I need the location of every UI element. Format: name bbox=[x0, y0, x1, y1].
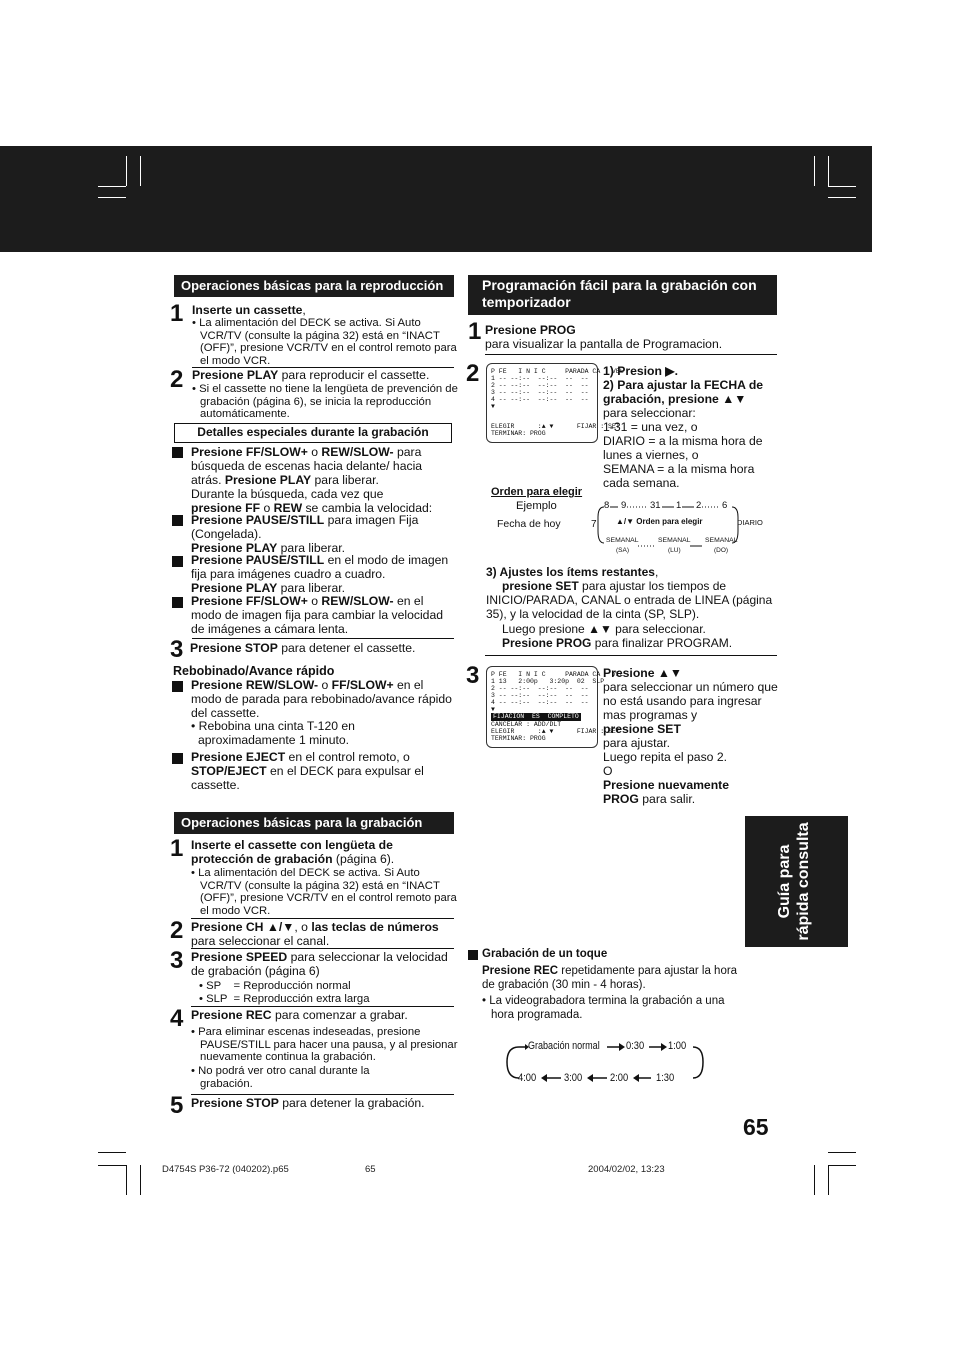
step-number: 2 bbox=[466, 360, 480, 387]
screen-header: P FE I N I C PARADA CA VEL bbox=[491, 671, 624, 678]
bullet-square bbox=[172, 515, 183, 526]
seq-2: 2 bbox=[696, 500, 702, 511]
step-number: 1 bbox=[468, 318, 482, 345]
bullet-square bbox=[172, 753, 183, 764]
crop-mark bbox=[126, 1165, 127, 1195]
seq-9: 9 bbox=[621, 500, 627, 511]
step-text: Inserte un cassette, bbox=[192, 303, 306, 317]
screen-header: P FE I N I C PARADA CA VEL bbox=[491, 368, 624, 375]
step-text: Presione PLAY para reproducir el cassette. bbox=[192, 368, 430, 382]
order-example: Ejemplo bbox=[516, 500, 557, 512]
one-touch-text: Presione REC repetidamente para ajustar la hora de grabación (30 min - 4 horas). bbox=[482, 965, 738, 991]
crop-mark bbox=[140, 1165, 141, 1195]
speed-slp: • SLP = Reproducción extra larga bbox=[199, 993, 370, 1005]
crop-mark bbox=[98, 1152, 126, 1153]
down-arrow-icon: ▼ bbox=[491, 403, 495, 410]
step-text: Luego presione ▲▼ para seleccionar. Presione PROG para finalizar PROGRAM. bbox=[502, 622, 733, 650]
crop-mark bbox=[814, 1165, 815, 1195]
bullet-square bbox=[172, 556, 183, 567]
item-text: Presione PAUSE/STILL en el modo de imagen fija para imágenes cuadro a cuadro. Presione PLAY para liberar. bbox=[191, 553, 449, 595]
step-text: Presione CH ▲/▼, o las teclas de números para seleccionar el canal. bbox=[191, 920, 439, 948]
footer-page: 65 bbox=[365, 1164, 376, 1175]
footer-datetime: 2004/02/02, 13:23 bbox=[588, 1164, 665, 1175]
screen-row: 1 13 2:00p 3:20p 02 SLP bbox=[491, 678, 605, 685]
crop-mark bbox=[98, 186, 126, 187]
rewind-title: Rebobinado/Avance rápido bbox=[173, 664, 335, 678]
screen-footer: TERMINAR: PROG bbox=[491, 735, 546, 742]
step-bullet: • La alimentación del DECK se activa. Si Auto VCR/TV (consulte la página 32) está en “INACT (OFF)”, presione VCR/TV en el control remoto para el modo VCR. bbox=[191, 867, 457, 918]
section-header-playback: Operaciones básicas para la reproducción bbox=[174, 275, 454, 297]
step-text: Presione STOP para detener la grabación. bbox=[191, 1096, 425, 1110]
side-tab-text: Guía para rápida consulta bbox=[776, 822, 812, 941]
order-semanal: SEMANAL bbox=[705, 537, 738, 544]
screen-row: 1 -- --:-- --:-- -- -- bbox=[491, 375, 589, 382]
screen-footer: ELEGIR :▲ ▼ FIJAR : SET bbox=[491, 423, 620, 430]
step-bullet: • La alimentación del DECK se activa. Si Auto VCR/TV (consulte la página 32) está en “INACT (OFF)”, presione VCR/TV en el control remoto para el modo VCR. bbox=[192, 317, 457, 368]
cycle-400: 4:00 bbox=[518, 1072, 537, 1084]
item-text: Presione FF/SLOW+ o REW/SLOW- para búsqueda de escenas hacia delante/ hacia atrás. Presione PLAY para liberar. Durante la búsqueda, cada vez que presione FF o REW se cambia la velocidad: bbox=[191, 445, 433, 515]
divider bbox=[191, 918, 454, 919]
crop-mark bbox=[814, 156, 815, 186]
order-semanal: SEMANAL bbox=[606, 537, 639, 544]
cycle-300: 3:00 bbox=[564, 1072, 583, 1084]
step-text: Inserte el cassette con lengüeta de protección de grabación (página 6). bbox=[191, 838, 395, 866]
crop-mark bbox=[140, 156, 141, 186]
bullet-square bbox=[468, 950, 478, 960]
step-number: 3 bbox=[466, 662, 480, 689]
one-touch-bullet: • La videograbadora termina la grabación a una hora programada. bbox=[482, 995, 725, 1021]
item-text: Presione EJECT en el control remoto, o STOP/EJECT en el DECK para expulsar el cassette. bbox=[191, 750, 424, 792]
step-text: Presione STOP para detener el cassette. bbox=[190, 641, 416, 655]
divider bbox=[191, 948, 454, 949]
step-number: 2 bbox=[170, 917, 184, 944]
step-number: 2 bbox=[170, 366, 184, 393]
program-screen-complete bbox=[486, 666, 624, 748]
down-arrow-icon: ▼ bbox=[491, 706, 495, 713]
crop-mark bbox=[98, 1165, 126, 1166]
step-text: 1) Presion ▶. 2) Para ajustar la FECHA de grabación, presione ▲▼ para seleccionar: 1-31 = una vez, o DIARIO = a la misma hora de lunes a viernes, o SEMANA = a la misma hora cada semana. bbox=[603, 364, 764, 490]
seq-31: 31 bbox=[650, 500, 661, 511]
step-bullet: • Si el cassette no tiene la lengüeta de prevención de grabación (página 6), se inicia la reproducción automáticamente. bbox=[192, 383, 458, 421]
order-day: (LU) bbox=[668, 547, 681, 554]
screen-footer: TERMINAR: PROG bbox=[491, 430, 546, 437]
order-title: Orden para elegir bbox=[491, 486, 583, 498]
one-touch-title: Grabación de un toque bbox=[482, 948, 608, 960]
crop-mark bbox=[828, 156, 829, 186]
step-text: Presione REC para comenzar a grabar. bbox=[191, 1008, 408, 1022]
section-header-recording: Operaciones básicas para la grabación bbox=[174, 812, 454, 834]
item-text: Presione PAUSE/STILL para imagen Fija (Congelada). Presione PLAY para liberar. bbox=[191, 513, 419, 555]
step-text: Presione PROG para visualizar la pantalla de Programacion. bbox=[485, 323, 723, 351]
cycle-normal: Grabación normal bbox=[528, 1040, 600, 1052]
divider bbox=[191, 1006, 454, 1007]
page-number: 65 bbox=[743, 1114, 769, 1140]
section-header-timer: Programación fácil para la grabación con temporizador bbox=[468, 275, 777, 315]
crop-mark bbox=[828, 1165, 829, 1195]
step-number: 3 bbox=[170, 947, 184, 974]
crop-mark bbox=[828, 1152, 856, 1153]
footer-file: D4754S P36-72 (040202).p65 bbox=[162, 1164, 289, 1175]
order-key: ▲/▼ Orden para elegir bbox=[616, 517, 703, 526]
screen-row: 3 -- --:-- --:-- -- -- bbox=[491, 389, 589, 396]
seq-8: 8 bbox=[604, 500, 610, 511]
step-text: 3) Ajustes los ítems restantes, presione SET para ajustar los tiempos de INICIO/PARADA, CANAL o entrada de LINEA (página 35), y la velocidad de la cinta (SP, SLP). bbox=[486, 565, 773, 621]
step-number: 3 bbox=[170, 636, 184, 663]
step-number: 1 bbox=[170, 300, 184, 327]
crop-mark bbox=[828, 197, 856, 198]
side-tab bbox=[745, 816, 848, 947]
crop-mark bbox=[126, 156, 127, 186]
screen-row: 4 -- --:-- --:-- -- -- bbox=[491, 396, 589, 403]
item-text: Presione REW/SLOW- o FF/SLOW+ en el modo de parada para rebobinado/avance rápido del cassette. bbox=[191, 678, 452, 720]
screen-footer: CANCELAR : ADD/DLT bbox=[491, 721, 562, 728]
step-text: Presione ▲▼ para seleccionar un número que no está usando para ingresar mas programas y presione SET para ajustar. Luego repita el paso 2. O Presione nuevamente PROG para salir. bbox=[603, 666, 778, 806]
cycle-030: 0:30 bbox=[626, 1040, 645, 1052]
cycle-130: 1:30 bbox=[656, 1072, 675, 1084]
divider bbox=[192, 638, 454, 639]
order-today: Fecha de hoy bbox=[497, 518, 561, 530]
cycle-100: 1:00 bbox=[668, 1040, 687, 1052]
screen-row: 4 -- --:-- --:-- -- -- bbox=[491, 699, 589, 706]
item-bullet: • Rebobina una cinta T-120 en aproximadamente 1 minuto. bbox=[191, 719, 355, 747]
screen-footer: ELEGIR :▲ ▼ FIJAR : SET bbox=[491, 728, 620, 735]
bullet-square bbox=[172, 681, 183, 692]
complete-banner: FIJACION ES COMPLETO bbox=[493, 713, 579, 720]
order-day: (SA) bbox=[616, 547, 629, 554]
step-text: Presione SPEED para seleccionar la velocidad de grabación (página 6) bbox=[191, 950, 448, 978]
cycle-200: 2:00 bbox=[610, 1072, 629, 1084]
order-day: (DO) bbox=[714, 547, 729, 554]
crop-mark bbox=[828, 186, 856, 187]
bullet-square bbox=[172, 597, 183, 608]
speed-sp: • SP = Reproducción normal bbox=[199, 980, 351, 992]
divider bbox=[191, 1094, 454, 1095]
step-bullet: • Para eliminar escenas indeseadas, presione PAUSE/STILL para hacer una pausa, y al presionar nuevamente continua la grabación. bbox=[191, 1026, 458, 1064]
screen-row: 3 -- --:-- --:-- -- -- bbox=[491, 692, 589, 699]
order-semanal: SEMANAL bbox=[658, 537, 691, 544]
screen-row: 2 -- --:-- --:-- -- -- bbox=[491, 685, 589, 692]
screen-row: 2 -- --:-- --:-- -- -- bbox=[491, 382, 589, 389]
step-number: 5 bbox=[170, 1092, 184, 1119]
divider bbox=[485, 354, 777, 355]
seq-1: 1 bbox=[676, 500, 682, 511]
special-details-box: Detalles especiales durante la grabación bbox=[174, 423, 452, 443]
order-diario: DIARIO bbox=[737, 518, 763, 527]
step-bullet: • No podrá ver otro canal durante la grabación. bbox=[191, 1065, 370, 1090]
top-banner bbox=[0, 146, 872, 252]
order-today-value: 7 bbox=[591, 519, 597, 530]
bullet-square bbox=[172, 447, 183, 458]
program-screen bbox=[486, 363, 624, 443]
crop-mark bbox=[828, 1165, 856, 1166]
step-number: 4 bbox=[170, 1005, 184, 1032]
item-text: Presione FF/SLOW+ o REW/SLOW- en el modo de imagen fija para cambiar la velocidad de imágenes a cámara lenta. bbox=[191, 594, 444, 636]
crop-mark bbox=[98, 197, 126, 198]
seq-6: 6 bbox=[722, 500, 728, 511]
step-number: 1 bbox=[170, 835, 184, 862]
divider bbox=[485, 655, 777, 656]
